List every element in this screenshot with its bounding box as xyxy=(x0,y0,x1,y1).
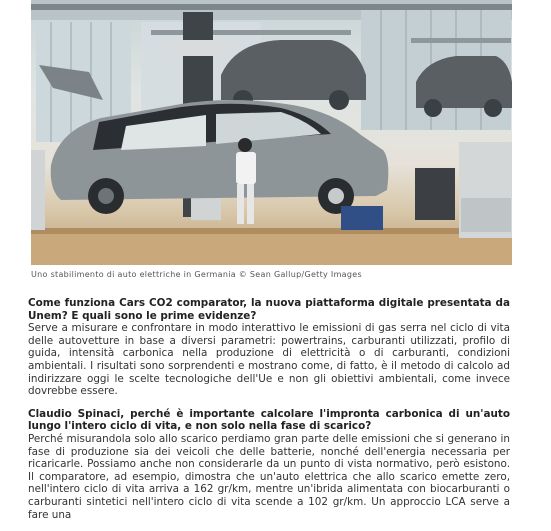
photo-caption: Uno stabilimento di auto elettriche in Germania © Sean Gallup/Getty Images xyxy=(31,270,362,279)
article-body xyxy=(28,297,510,531)
factory-photo xyxy=(31,0,512,265)
factory-illustration xyxy=(31,0,512,265)
question-2: Claudio Spinaci, perché è importante calcolare l'impronta carbonica di un'auto lungo l'intero ciclo di vita, e non solo nella fase di scarico? xyxy=(28,407,510,433)
answer-1: Serve a misurare e confrontare in modo interattivo le emissioni di gas serra nel ciclo di vita delle autovetture in base a diversi parametri: powertrains, carburanti utilizzati, profilo di guida, intensità carbonica nella produzione di elettricità o di carburanti, condizioni ambientali. I risultati sono sorprendenti e mostrano come, di fatto, è il metodo di calcolo ad indirizzare oggi le scelte tecnologiche dell'Ue e non gli obiettivi ambientali, come invece dovrebbe essere. xyxy=(28,322,510,398)
answer-2: Perché misurandola solo allo scarico perdiamo gran parte delle emissioni che si generano in fase di produzione sia dei veicoli che delle batterie, nonché dell'energia necessaria per ricaricarle. Possiamo anche non considerarle da un punto di vista normativo, però esistono. Il comparatore, ad esempio, dimostra che un'auto elettrica che allo scarico emette zero, nell'intero ciclo di vita arriva a 162 gr/km, mentre un'ibrida alimentata con biocarburanti o carburanti sintetici nell'intero ciclo di vita scende a 102 gr/km. Un approccio LCA serve a fare una xyxy=(28,432,510,521)
question-1: Come funziona Cars CO2 comparator, la nuova piattaforma digitale presentata da Unem? E quali sono le prime evidenze? xyxy=(28,297,510,322)
